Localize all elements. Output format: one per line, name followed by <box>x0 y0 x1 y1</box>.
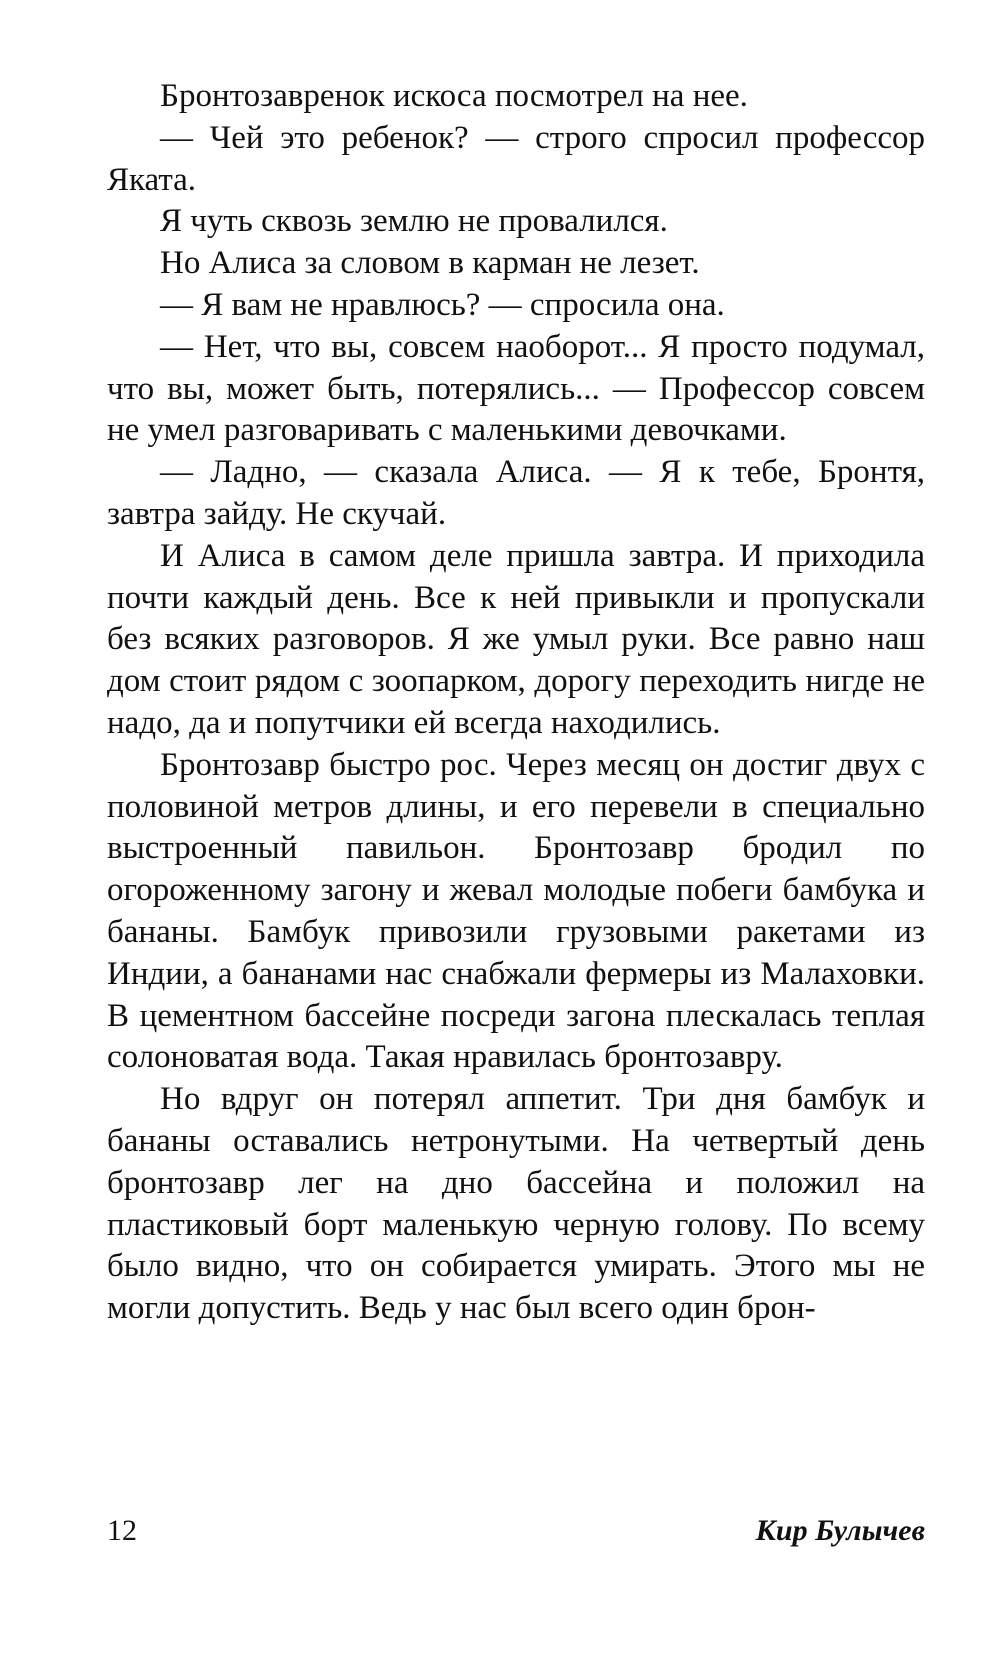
paragraph-9: Бронтозавр быстро рос. Через месяц он достиг двух с половиной метров длины, и его перевели в специально выстроенный павильон. Бронтозавр бродил по огороженному загону и жевал молодые побеги бамбука и бананы. Бамбук привозили грузовыми ракетами из Индии, а бананами нас снабжали фермеры из Малаховки. В цементном бассейне посреди загона плескалась теплая солоноватая вода. Такая нравилась бронтозавру. <box>107 746 925 1076</box>
paragraph-8: И Алиса в самом деле пришла завтра. И приходила почти каждый день. Все к ней привыкли и пропускали без всяких разговоров. Я же умыл руки. Все равно наш дом стоит рядом с зоопарком, дорогу переходить нигде не надо, да и попутчики ей всегда находились. <box>107 537 925 741</box>
paragraph-1: Бронтозавренок искоса посмотрел на нее. <box>160 78 748 114</box>
page-number: 12 <box>107 1514 137 1547</box>
paragraph-5: — Я вам не нравлюсь? — спросила она. <box>160 286 725 323</box>
paragraph-10: Но вдруг он потерял аппетит. Три дня бамбук и бананы оставались нетронутыми. На четвертый день бронтозавр лег на дно бассейна и положил на пластиковый борт маленькую черную голову. По всему было видно, что он собирается умирать. Этого мы не могли допустить. Ведь у нас был всего один брон- <box>107 1081 925 1327</box>
body-text <box>107 76 925 1330</box>
page-footer <box>107 1513 925 1549</box>
paragraph-3: Я чуть сквозь землю не провалился. <box>160 203 668 240</box>
paragraph-4: Но Алиса за словом в карман не лезет. <box>160 245 700 282</box>
paragraph-6: — Нет, что вы, совсем наоборот... Я просто подумал, что вы, может быть, потерялись... — Профессор совсем не умел разговаривать с маленькими девочками. <box>107 328 925 449</box>
running-footer-author: Кир Булычев <box>755 1514 925 1547</box>
paragraph-2: — Чей это ребенок? — строго спросил профессор Яката. <box>107 119 925 198</box>
paragraph-7: — Ладно, — сказала Алиса. — Я к тебе, Бронтя, завтра зайду. Не скучай. <box>107 454 925 532</box>
